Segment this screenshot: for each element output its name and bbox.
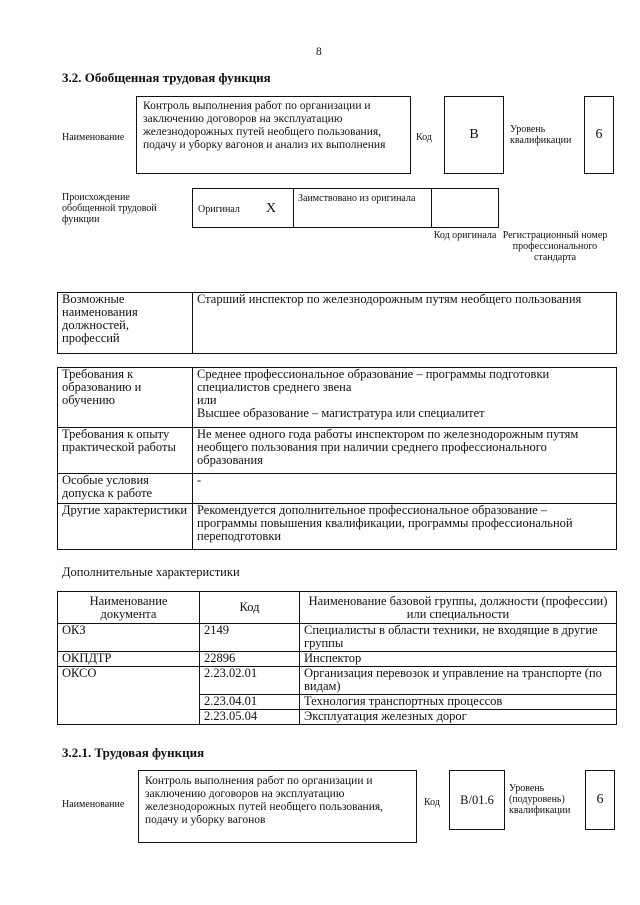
page-number: 8	[316, 46, 322, 58]
table-row	[58, 368, 617, 428]
origin-label: Происхождение обобщенной трудовой функции	[62, 192, 157, 225]
req-value: Среднее профессиональное образование – программы подготовки специалистов среднего звена или Высшее образование – магистратура или специалитет	[193, 368, 617, 428]
table-row	[58, 504, 617, 550]
cell-name: Специалисты в области техники, не входящие в другие группы	[300, 624, 617, 652]
cell-doc: ОКЗ	[58, 624, 200, 652]
col-header-code: Код	[200, 592, 300, 624]
cell-doc: ОКСО	[58, 667, 200, 725]
requirements-table	[57, 367, 617, 550]
original-mark: X	[266, 201, 277, 216]
uroven-label: Уровень квалификации	[510, 124, 572, 146]
table-row	[58, 624, 617, 652]
positions-divider	[192, 292, 193, 354]
req-label: Требования к образованию и обучению	[58, 368, 193, 428]
positions-label: Возможные наименования должностей, профессий	[62, 292, 138, 345]
col-header-name: Наименование базовой группы, должности (профессии) или специальности	[300, 592, 617, 624]
req-value: Не менее одного года работы инспектором по железнодорожным путям необщего пользования при наличии среднего профессионального образования	[193, 428, 617, 474]
kod-orig-caption: Код оригинала	[433, 230, 497, 241]
kod-value-box: B	[444, 96, 504, 174]
extra-table	[57, 591, 617, 725]
req-value: Рекомендуется дополнительное профессиональное образование – программы повышения квалификации, программы профессиональной переподготовки	[193, 504, 617, 550]
uroven-value-box: 6	[584, 96, 614, 174]
kod-label: Код	[416, 132, 432, 143]
uroven-label-2: Уровень (подуровень) квалификации	[509, 783, 571, 816]
function-name-box-2: Контроль выполнения работ по организации и заключению договоров на эксплуатацию железнодорожных путей необщего пользования, подачу и уборку вагонов	[138, 770, 417, 843]
table-row	[58, 667, 617, 695]
naim-label: Наименование	[62, 132, 125, 143]
cell-code: 2.23.02.01	[200, 667, 300, 695]
cell-name: Инспектор	[300, 652, 617, 667]
kod-value-box-2: B/01.6	[449, 770, 505, 830]
table-row	[58, 428, 617, 474]
cell-code: 2149	[200, 624, 300, 652]
col-header-doc: Наименование документа	[58, 592, 200, 624]
table-row	[58, 474, 617, 504]
kod-label-2: Код	[424, 797, 440, 808]
origin-divider-2	[431, 188, 432, 228]
req-label: Другие характеристики	[58, 504, 193, 550]
origin-divider-1	[293, 188, 294, 228]
function-name-box: Контроль выполнения работ по организации и заключению договоров на эксплуатацию железнодорожных путей необщего пользования, подачу и уборку вагонов и анализ их выполнения	[136, 96, 411, 174]
zaimstv-label: Заимствовано из оригинала	[298, 193, 416, 204]
section-heading-3-2: 3.2. Обобщенная трудовая функция	[62, 70, 271, 85]
cell-doc: ОКПДТР	[58, 652, 200, 667]
section-heading-3-2-1: 3.2.1. Трудовая функция	[62, 745, 205, 760]
original-label: Оригинал	[198, 204, 240, 215]
cell-code: 22896	[200, 652, 300, 667]
reg-caption: Регистрационный номер профессионального стандарта	[502, 230, 608, 263]
cell-code: 2.23.05.04	[200, 710, 300, 725]
table-header-row	[58, 592, 617, 624]
req-label: Особые условия допуска к работе	[58, 474, 193, 504]
req-value: -	[193, 474, 617, 504]
uroven-value-box-2: 6	[585, 770, 615, 830]
table-row	[58, 652, 617, 667]
cell-name: Эксплуатация железных дорог	[300, 710, 617, 725]
req-label: Требования к опыту практической работы	[58, 428, 193, 474]
cell-name: Организация перевозок и управление на транспорте (по видам)	[300, 667, 617, 695]
positions-value: Старший инспектор по железнодорожным путям необщего пользования	[197, 292, 582, 306]
naim-label-2: Наименование	[62, 799, 125, 810]
cell-code: 2.23.04.01	[200, 695, 300, 710]
cell-name: Технология транспортных процессов	[300, 695, 617, 710]
extra-title: Дополнительные характеристики	[62, 565, 240, 579]
